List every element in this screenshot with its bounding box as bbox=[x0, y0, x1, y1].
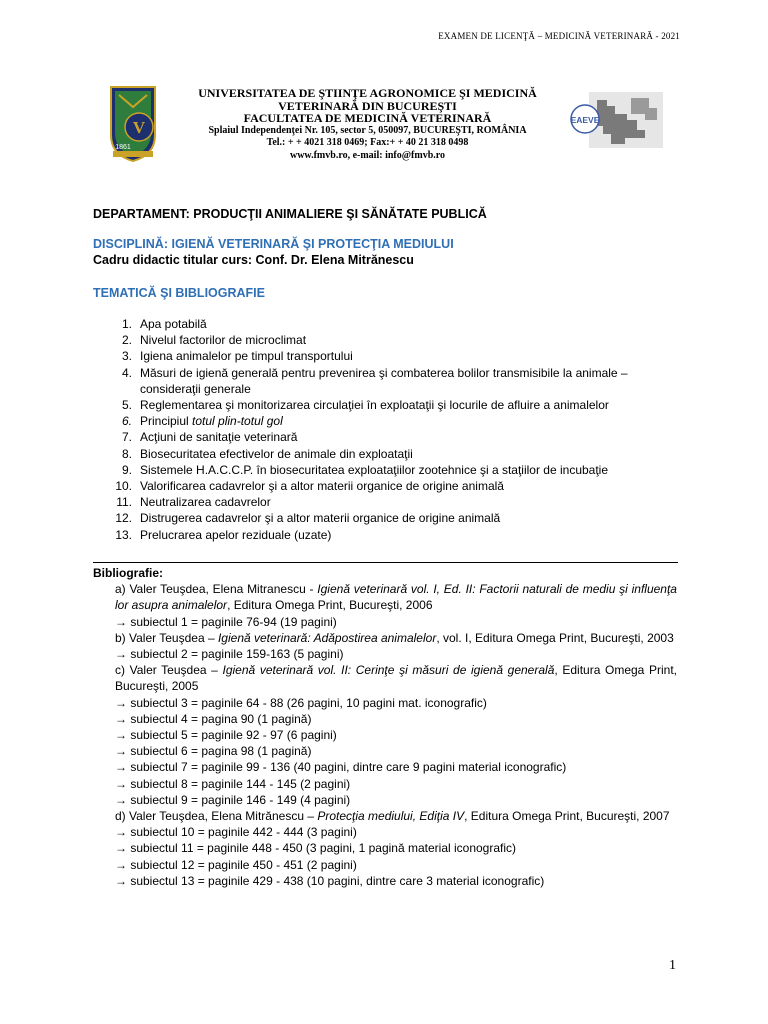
discipline-heading: DISCIPLINĂ: IGIENĂ VETERINARĂ ŞI PROTECŢIA MEDIULUI bbox=[93, 237, 454, 251]
topic-text-prefix: Principiul bbox=[140, 414, 193, 429]
topic-text-italic: totul plin-totul gol bbox=[192, 414, 283, 429]
topic-number: 7. bbox=[121, 430, 132, 445]
subject-page-range: → subiectul 4 = pagina 90 (1 pagină) bbox=[115, 711, 312, 726]
topic-item bbox=[110, 446, 680, 462]
topic-text: Sistemele H.A.C.C.P. în biosecuritatea exploataţiilor zootehnice şi a staţiilor de incubaţie bbox=[140, 462, 609, 477]
topic-item bbox=[110, 462, 680, 478]
reference-publisher: , Editura Omega Print, Bucureşti, 2007 bbox=[464, 809, 670, 824]
topic-item bbox=[110, 478, 680, 494]
topic-item bbox=[110, 365, 680, 397]
subject-page-range: → subiectul 5 = paginile 92 - 97 (6 pagini) bbox=[115, 728, 337, 743]
topic-number: 11. bbox=[116, 495, 132, 510]
topic-text bbox=[140, 413, 680, 429]
topic-text: Neutralizarea cadavrelor bbox=[140, 495, 271, 510]
reference-publisher: , Editura Omega Print, Bucureşti, 2006 bbox=[227, 598, 433, 613]
crest-letter: V bbox=[132, 118, 146, 137]
topic-text: Valorificarea cadavrelor şi a altor materii organice de origine animală bbox=[140, 479, 504, 494]
page-number: 1 bbox=[669, 958, 676, 973]
topic-number: 6. bbox=[121, 414, 132, 429]
topic-text: Biosecuritatea efectivelor de animale din exploataţii bbox=[140, 446, 413, 461]
topic-number: 8. bbox=[121, 446, 132, 461]
topic-number: 2. bbox=[121, 333, 132, 348]
topic-text: Acţiuni de sanitaţie veterinară bbox=[140, 430, 298, 445]
institution-web: www.fmvb.ro, e-mail: info@fmvb.ro bbox=[289, 149, 446, 161]
institution-address: Splaiul Independenţei Nr. 105, sector 5, 050097, BUCUREŞTI, ROMÂNIA bbox=[208, 124, 527, 136]
reference-publisher: , Editura Omega Print, Bucureşti, 2005 bbox=[115, 663, 677, 694]
topic-item bbox=[110, 510, 680, 526]
faculty-name: FACULTATEA DE MEDICINĂ VETERINARĂ bbox=[243, 111, 492, 125]
topic-text: Apa potabilă bbox=[140, 317, 207, 331]
university-name-line1: UNIVERSITATEA DE ŞTIINŢE AGRONOMICE ŞI MEDICINĂ bbox=[198, 86, 537, 100]
topic-number: 5. bbox=[121, 398, 132, 413]
topic-text: Nivelul factorilor de microclimat bbox=[140, 333, 307, 348]
bibliography-reference bbox=[115, 630, 677, 646]
topic-item bbox=[110, 316, 680, 332]
reference-title: Igienă veterinară vol. II: Cerinţe şi măsuri de igienă generală bbox=[222, 663, 555, 678]
subject-page-range: → subiectul 7 = paginile 99 - 136 (40 pagini, dintre care 9 pagini material iconografic) bbox=[115, 760, 567, 775]
thematic-heading: TEMATICĂ ŞI BIBLIOGRAFIE bbox=[93, 286, 265, 300]
subject-page-range: → subiectul 12 = paginile 450 - 451 (2 pagini) bbox=[115, 857, 357, 872]
institution-header bbox=[165, 87, 570, 162]
topic-item bbox=[110, 527, 680, 543]
reference-authors: a) Valer Teuşdea, Elena Mitranescu - bbox=[115, 582, 318, 597]
topic-text: Distrugerea cadavrelor şi a altor materii organice de origine animală bbox=[140, 511, 501, 526]
reference-title: Igienă veterinară vol. I, Ed. II: Factorii naturali de mediu şi influenţa lor asupra animalelor bbox=[115, 582, 677, 613]
eaeve-text: EAEVE bbox=[570, 115, 600, 125]
topic-text: Igiena animalelor pe timpul transportului bbox=[140, 349, 353, 364]
topic-number: 4. bbox=[121, 365, 132, 380]
reference-authors: b) Valer Teuşdea – bbox=[115, 630, 218, 645]
topic-number: 9. bbox=[121, 462, 132, 477]
bibliography-body bbox=[93, 581, 677, 889]
topic-item bbox=[110, 429, 680, 445]
topic-item bbox=[110, 413, 680, 429]
department-heading: DEPARTAMENT: PRODUCŢII ANIMALIERE ŞI SĂNĂTATE PUBLICĂ bbox=[93, 207, 487, 221]
subject-page-range: → subiectul 3 = paginile 64 - 88 (26 pagini, 10 pagini mat. iconografic) bbox=[115, 695, 487, 710]
bibliography-title: Bibliografie: bbox=[93, 566, 164, 580]
topic-number: 12. bbox=[115, 511, 132, 526]
topic-item bbox=[110, 348, 680, 364]
reference-title: Protecţia mediului, Ediţia IV bbox=[317, 809, 465, 824]
topic-number: 10. bbox=[115, 479, 132, 494]
reference-authors: c) Valer Teuşdea – bbox=[115, 663, 223, 678]
subject-page-range: → subiectul 9 = paginile 146 - 149 (4 pagini) bbox=[115, 792, 351, 807]
eaeve-logo bbox=[569, 86, 664, 152]
topic-text: Măsuri de igienă generală pentru prevenirea şi combaterea bolilor transmisibile la animale – consideraţii generale bbox=[140, 365, 628, 396]
subject-page-range: → subiectul 8 = paginile 144 - 145 (2 pagini) bbox=[115, 776, 351, 791]
course-instructor: Cadru didactic titular curs: Conf. Dr. Elena Mitrănescu bbox=[93, 253, 414, 267]
topic-text: Prelucrarea apelor reziduale (uzate) bbox=[140, 527, 332, 542]
section-divider bbox=[93, 562, 678, 563]
topic-item bbox=[110, 397, 680, 413]
bibliography-reference bbox=[115, 581, 677, 613]
running-header: EXAMEN DE LICENŢĂ – MEDICINĂ VETERINARĂ - 2021 bbox=[438, 31, 680, 41]
subject-page-range: → subiectul 1 = paginile 76-94 (19 pagini) bbox=[115, 614, 337, 629]
subject-page-range: → subiectul 13 = paginile 429 - 438 (10 pagini, dintre care 3 material iconografic) bbox=[115, 873, 545, 888]
reference-publisher: , vol. I, Editura Omega Print, Bucureşti, 2003 bbox=[436, 630, 674, 645]
reference-title: Igienă veterinară: Adăpostirea animalelor bbox=[217, 630, 437, 645]
subject-page-range: → subiectul 2 = paginile 159-163 (5 pagini) bbox=[115, 647, 344, 662]
university-name-line2: VETERINARĂ DIN BUCUREŞTI bbox=[278, 98, 457, 113]
reference-authors: d) Valer Teuşdea, Elena Mitrănescu – bbox=[115, 809, 318, 824]
topics-list bbox=[110, 316, 680, 543]
topic-number: 1. bbox=[121, 317, 132, 331]
subject-page-range: → subiectul 10 = paginile 442 - 444 (3 pagini) bbox=[115, 825, 357, 840]
topic-text: Reglementarea şi monitorizarea circulaţiei în exploataţii şi locurile de afluire a animalelor bbox=[140, 398, 609, 413]
crest-year: 1861 bbox=[115, 144, 131, 151]
university-crest-logo bbox=[109, 85, 157, 163]
topic-item bbox=[110, 494, 680, 510]
bibliography-section bbox=[93, 565, 677, 889]
bibliography-reference bbox=[115, 808, 677, 824]
topic-number: 13. bbox=[115, 527, 132, 542]
subject-page-range: → subiectul 11 = paginile 448 - 450 (3 pagini, 1 pagină material iconografic) bbox=[115, 841, 517, 856]
topic-number: 3. bbox=[121, 349, 132, 364]
topic-item bbox=[110, 332, 680, 348]
subject-page-range: → subiectul 6 = pagina 98 (1 pagină) bbox=[115, 744, 312, 759]
institution-phone: Tel.: + + 4021 318 0469; Fax:+ + 40 21 318 0498 bbox=[266, 137, 469, 148]
bibliography-reference bbox=[115, 662, 677, 694]
